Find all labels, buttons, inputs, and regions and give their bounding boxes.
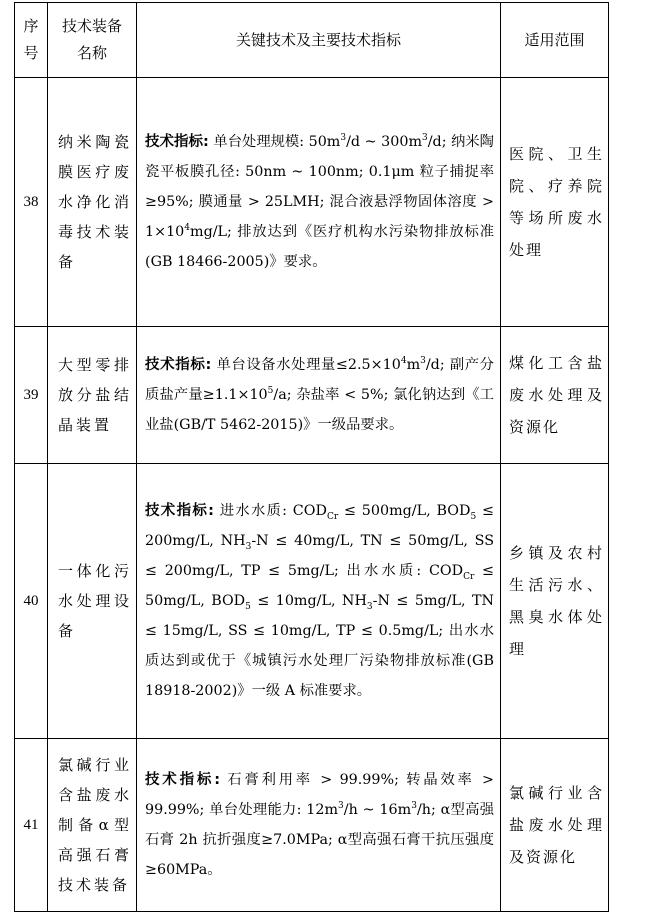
application-scope: 氯碱行业含盐废水处理及资源化 [501,739,609,912]
header-scope: 适用范围 [501,3,609,78]
tech-spec: 技术指标: 单台设备水处理量$\le 2.5\times 10^4m^3/d$; 副产分质盐产量$\ge 1.1\times 10^5/a$; 杂盐率 < 5%; 氯化钠达到《工业盐(GB/T 5462-2015)》一级品要求。 [137,327,501,464]
table-row [15,78,609,327]
header-name-line2: 名称 [76,44,107,62]
application-scope: 煤化工含盐废水处理及资源化 [501,327,609,464]
spec-label: 技术指标: [145,503,214,519]
row-no: 41 [15,739,48,912]
header-spec: 关键技术及主要技术指标 [137,3,501,78]
row-no: 39 [15,327,48,464]
tech-spec: 技术指标: 进水水质: $COD_{Cr} \le 500mg/L$, $BOD_5 \le 200mg/L$, $NH_3-N \le 40mg/L$, TN ≤ 50mg/L, SS ≤ 200mg/L, TP ≤ 5mg/L; 出水水质: $COD_{Cr} \le 50mg/L$, $BOD_5 \le 10mg/L$, $NH_3-N \le 5mg/L$, TN ≤ 15mg/L, SS ≤ 10mg/L, TP ≤ 0.5mg/L; 出水水质达到或优于《城镇污水处理厂污染物排放标准(GB 18918-2002)》一级 A 标准要求。 [137,464,501,739]
table-row [15,327,609,464]
equipment-name: 氯碱行业含盐废水制备α型高强石膏技术装备 [48,739,137,912]
equipment-name: 一体化污水处理设备 [48,464,137,739]
header-name [48,3,137,78]
header-name-line1: 技术装备 [61,17,122,35]
row-no: 40 [15,464,48,739]
spec-label: 技术指标: [145,772,221,788]
equipment-name: 大型零排放分盐结晶装置 [48,327,137,464]
application-scope: 医院、卫生院、疗养院等场所废水处理 [501,78,609,327]
header-no [15,3,48,78]
row-no: 38 [15,78,48,327]
tech-spec: 技术指标: 单台处理规模: $50m^3/d$ ~ $300m^3/d$; 纳米陶瓷平板膜孔径: 50nm ~ 100nm; 0.1μm 粒子捕捉率≥95%; 膜通量 > 25LMH; 混合液悬浮物固体溶度 > $1\times 10^4mg/L$; 排放达到《医疗机构水污染物排放标准(GB 18466-2005)》要求。 [137,78,501,327]
tech-spec: 技术指标: 石膏利用率 > 99.99%; 转晶效率 > 99.99%; 单台处理能力: $12m^3/h$ ~ $16m^3/h$; α型高强石膏 2h 抗折强度≥7.0MPa; α型高强石膏干抗压强度≥60MPa。 [137,739,501,912]
application-scope: 乡镇及农村生活污水、黑臭水体处理 [501,464,609,739]
header-no-line1: 序 [23,17,39,35]
table-row [15,739,609,912]
spec-label: 技术指标: [145,134,209,150]
header-no-line2: 号 [23,44,39,62]
table-row [15,464,609,739]
spec-label: 技术指标: [145,357,212,373]
equipment-name: 纳米陶瓷膜医疗废水净化消毒技术装备 [48,78,137,327]
equipment-table [14,2,609,912]
header-row [15,3,609,78]
